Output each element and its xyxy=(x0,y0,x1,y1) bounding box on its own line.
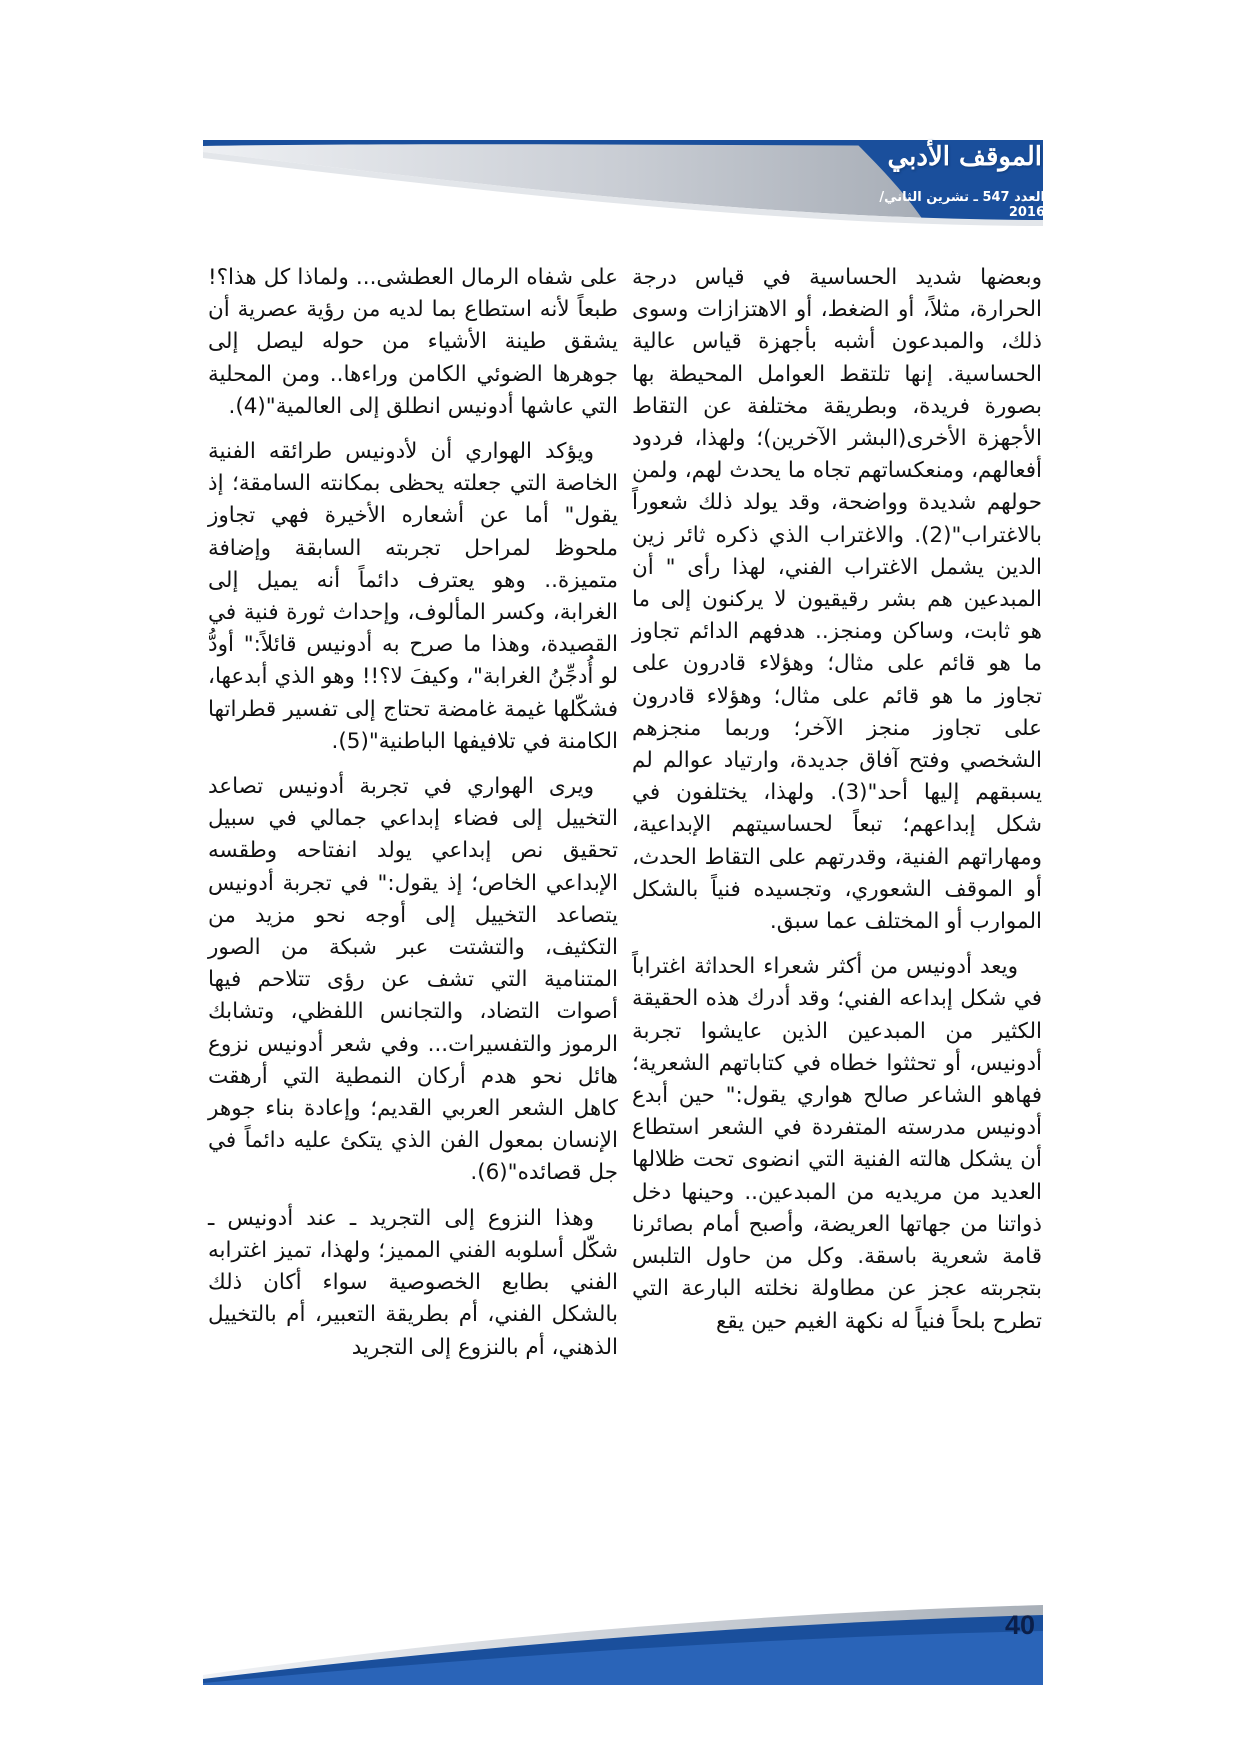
paragraph: ويرى الهواري في تجربة أدونيس تصاعد التخييل إلى فضاء إبداعي جمالي في سبيل تحقيق نص إبداعي يولد انفتاحه وطقسه الإبداعي الخاص؛ إذ يقول:" في تجربة أدونيس يتصاعد التخييل إلى أوجه نحو مزيد من التكثيف، والتشتت عبر شبكة من الصور المتنامية التي تشف عن رؤى تتلاحم فيها أصوات التضاد، والتجانس اللفظي، وتشابك الرموز والتفسيرات... وفي شعر أدونيس نزوع هائل نحو هدم أركان النمطية التي أرهقت كاهل الشعر العربي القديم؛ وإعادة بناء جوهر الإنسان بمعول الفن الذي يتكئ عليه دائماً في جل قصائده"(6). xyxy=(208,774,618,1186)
magazine-logo: الموقف الأدبي xyxy=(887,142,1042,172)
page-number: 40 xyxy=(1004,1610,1036,1640)
paragraph: ويعد أدونيس من أكثر شعراء الحداثة اغتراباً في شكل إبداعه الفني؛ وقد أدرك هذه الحقيقة الكثير من المبدعين الذين عايشوا تجربة أدونيس، أو تحثثوا خطاه في كتاباتهم الشعرية؛ فهاهو الشاعر صالح هواري يقول:" حين أبدع أدونيس مدرسته المتفردة في الشعر استطاع أن يشكل هالته الفنية التي انضوى تحت ظلالها العديد من مريديه من المبدعين.. وحينها دخل ذواتنا من جهاتها العريضة، وأصبح أمام بصائرنا قامة شعرية باسقة. وكل من حاول التلبس بتجربته عجز عن مطاولة نخلته البارعة التي تطرح بلحاً فنياً له نكهة الغيم حين يقع xyxy=(632,954,1042,1334)
text-column-right xyxy=(632,262,1042,1351)
paragraph: على شفاه الرمال العطشى... ولماذا كل هذا؟! طبعاً لأنه استطاع بما لديه من رؤية عصرية أن يشقق طينة الأشياء من حوله ليصل إلى جوهرها الضوئي الكامن وراءها.. ومن المحلية التي عاشها أدونيس انطلق إلى العالمية"(4). xyxy=(208,265,618,419)
paragraph: وبعضها شديد الحساسية في قياس درجة الحرارة، مثلاً، أو الضغط، أو الاهتزازات وسوى ذلك، والمبدعون أشبه بأجهزة قياس عالية الحساسية. إنها تلتقط العوامل المحيطة بها بصورة فريدة، وبطريقة مختلفة عن التقاط الأجهزة الأخرى(البشر الآخرين)؛ ولهذا، فردود أفعالهم، ومنعكساتهم تجاه ما يحدث لهم، ولمن حولهم شديدة وواضحة، وقد يولد ذلك شعوراً بالاغتراب"(2). والاغتراب الذي ذكره ثائر زين الدين يشمل الاغتراب الفني، لهذا رأى " أن المبدعين هم بشر رقيقيون لا يركنون إلى ما هو ثابت، وساكن ومنجز.. هدفهم الدائم تجاوز ما هو قائم على مثال؛ وهؤلاء قادرون على تجاوز ما هو قائم على مثال؛ وهؤلاء قادرون على تجاوز منجز الآخر؛ وربما منجزهم الشخصي وفتح آفاق جديدة، وارتياد عوالم لم يسبقهم إليها أحد"(3). ولهذا، يختلفون في شكل إبداعهم؛ تبعاً لحساسيتهم الإبداعية، ومهاراتهم الفنية، وقدرتهم على التقاط الحدث، أو الموقف الشعوري، وتجسيده فنياً بالشكل الموارب أو المختلف عما سبق. xyxy=(632,265,1042,935)
issue-line: العدد 547 ـ تشرين الثاني/ 2016 xyxy=(879,190,1045,220)
paragraph: ويؤكد الهواري أن لأدونيس طرائقه الفنية الخاصة التي جعلته يحظى بمكانته السامقة؛ إذ يقول" أما عن أشعاره الأخيرة فهي تجاوز ملحوظ لمراحل تجربته السابقة وإضافة متميزة.. وهو يعترف دائماً أنه يميل إلى الغرابة، وكسر المألوف، وإحداث ثورة فنية في القصيدة، وهذا ما صرح به أدونيس قائلاً:" أودُّ لو أُدجِّنُ الغرابة"، وكيفَ لا؟!! وهو الذي أبدعها، فشكّلها غيمة غامضة تحتاج إلى تفسير قطراتها الكامنة في تلافيفها الباطنية"(5). xyxy=(208,439,618,754)
paragraph: وهذا النزوع إلى التجريد ـ عند أدونيس ـ شكّل أسلوبه الفني المميز؛ ولهذا، تميز اغترابه الفني بطابع الخصوصية سواء أكان ذلك بالشكل الفني، أم بطريقة التعبير، أم بالتخييل الذهني، أم بالنزوع إلى التجريد xyxy=(208,1205,618,1360)
text-column-left xyxy=(208,262,618,1377)
footer-band xyxy=(203,1605,1043,1685)
